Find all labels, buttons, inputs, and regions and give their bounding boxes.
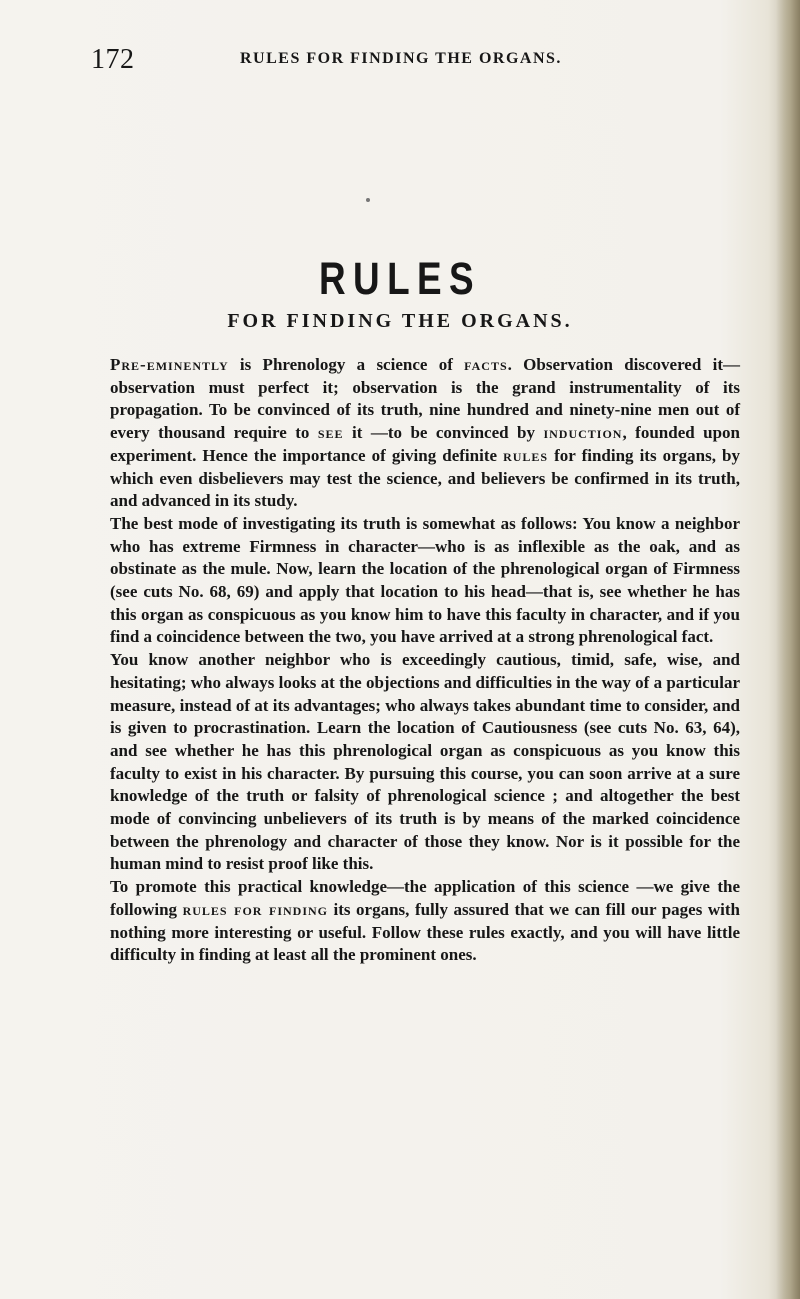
paragraph-3: You know another neighbor who is exceedingly cautious, timid, safe, wise, and hesitating; who always looks at the objections and difficulties in the way of a particular measure, instead of at its advantages; who always takes abundant time to consider, and is given to procrastination. Learn the location of Cautiousness (see cuts No. 63, 64), and see whether he has this phrenological organ as conspicuous as you know this faculty to exist in his character. By pursuing this course, you can soon arrive at a sure knowledge of the truth or falsity of phrenological science ; and altogether the best mode of convincing unbelievers of its truth is by means of the marked coincidence between the phrenology and character of those they know. Nor is it possible for the human mind to resist proof like this. [110, 650, 740, 874]
paragraph-2: The best mode of investigating its truth is somewhat as follows: You know a neighbor who has extreme Firmness in character—who is as inflexible as the oak, and as obstinate as the mule. Now, learn the location of the phrenological organ of Firmness (see cuts No. 68, 69) and apply that location to his head—that is, see whether he has this organ as conspicuous as you know him to have this faculty in character, and if you find a coincidence between the two, you have arrived at a strong phrenological fact. [110, 513, 740, 647]
paragraph-4 [110, 876, 740, 967]
small-caps-word: rules for finding [182, 899, 328, 919]
chapter-title: RULES [319, 253, 481, 304]
paragraph-text: , founded upon experiment. Hence the importance of giving definite [110, 423, 740, 465]
paragraph-text: it —to be convinced by [343, 423, 544, 443]
paragraph-text: its organs, fully assured that we can fill our pages with nothing more interesting or useful. Follow these rules exactly, and you will have little difficulty in finding at least all the prominent ones. [110, 899, 740, 965]
page-edge-shadow [776, 0, 800, 1299]
paragraph-1 [110, 354, 740, 513]
body-text [110, 354, 740, 967]
small-caps-word: see [317, 423, 344, 443]
paragraph-text: . Observation discovered it—observation must perfect it; observation is the grand instrumentality of its propagation. To be convinced of its truth, nine hundred and ninety-nine men out of every thousand require to [110, 355, 740, 443]
chapter-subtitle: FOR FINDING THE ORGANS. [227, 310, 573, 332]
paragraph-text: for finding its organs, by which even disbelievers may test the science, and believers be confirmed in its truth, and advanced in its study. [110, 445, 740, 511]
small-caps-word: rules [503, 445, 549, 465]
lead-word: Pre-eminently [110, 355, 229, 374]
small-caps-word: facts [464, 355, 508, 374]
paragraph-text: is Phrenology a science of [228, 355, 465, 374]
small-caps-word: induction [543, 423, 623, 443]
running-head: RULES FOR FINDING THE ORGANS. [240, 50, 562, 67]
print-speck [366, 198, 370, 202]
paragraph-text: To promote this practical knowledge—the application of this science —we give the following [110, 877, 740, 919]
page-number: 172 [91, 44, 135, 75]
